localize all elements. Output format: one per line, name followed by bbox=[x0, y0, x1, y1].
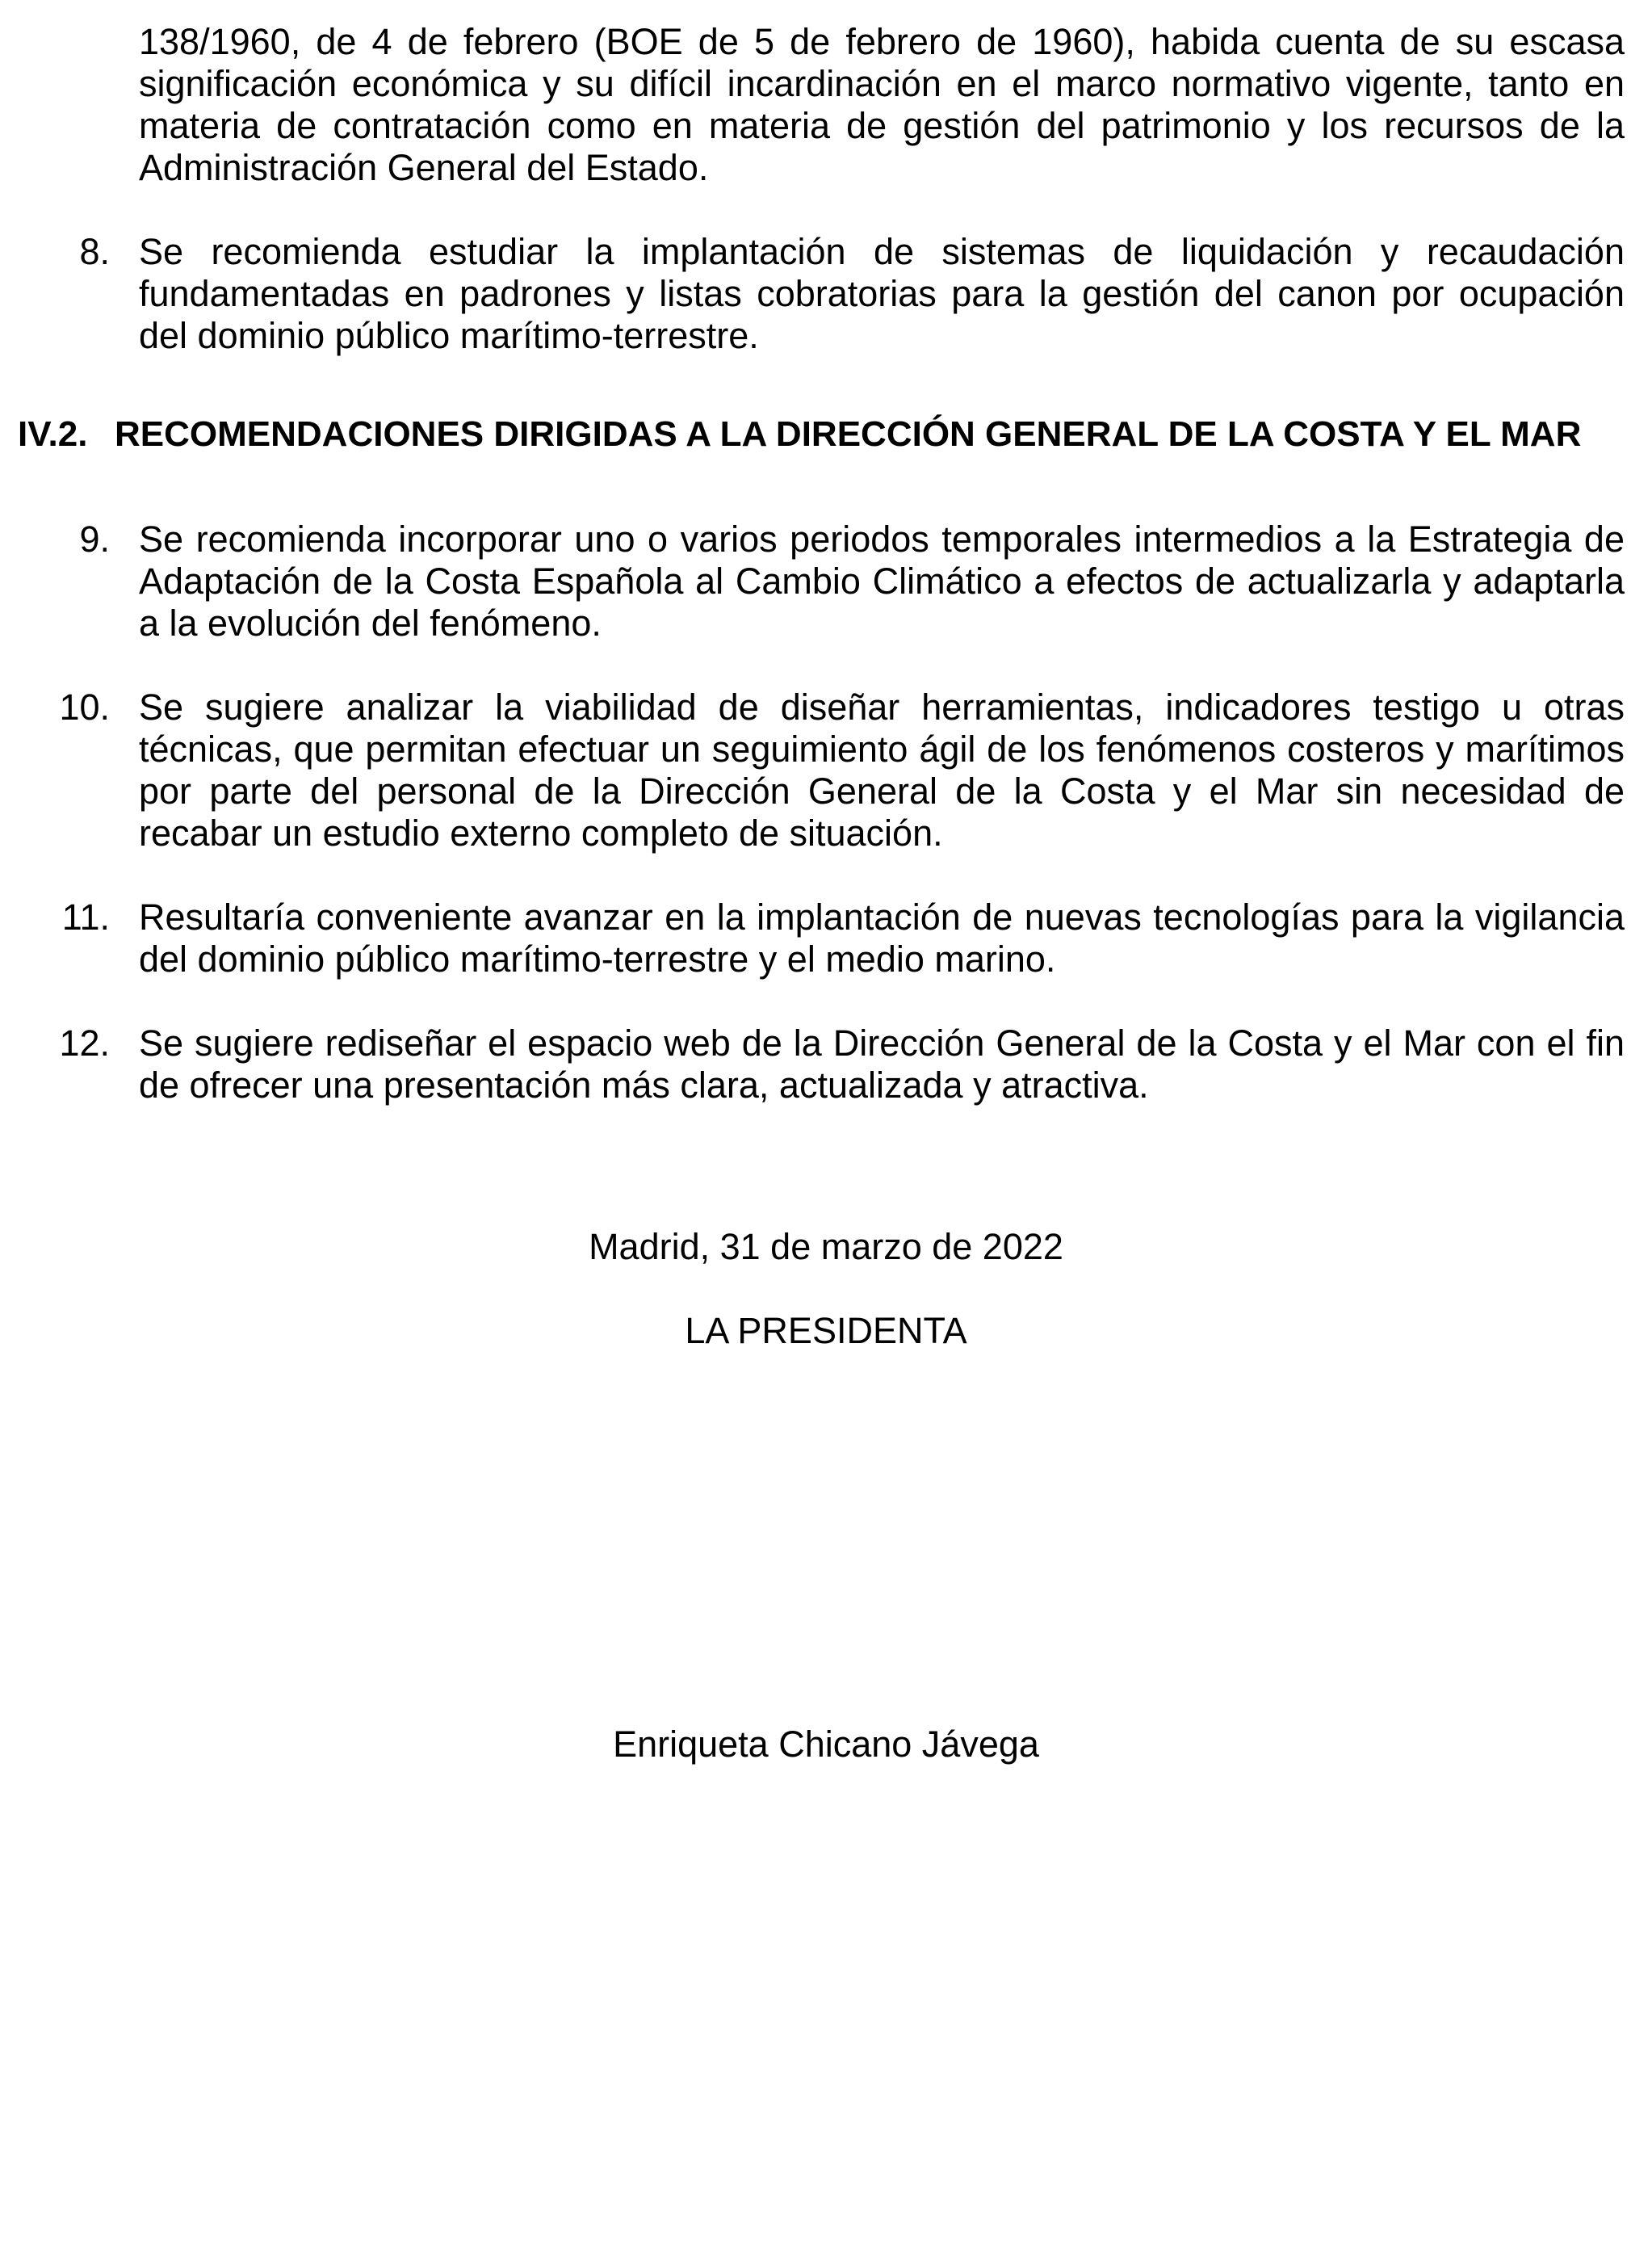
item-text: Se recomienda estudiar la implantación de sistemas de liquidación y recaudación fundamentadas en padrones y listas cobratorias para la gestión del canon por ocupación del dominio público marítimo-terrestre. bbox=[139, 231, 1625, 356]
item-text: Se sugiere analizar la viabilidad de diseñar herramientas, indicadores testigo u otras técnicas, que permitan efectuar un seguimiento ágil de los fenómenos costeros y marítimos por parte del personal de la Dirección General de la Costa y el Mar sin necesidad de recabar un estudio externo completo de situación. bbox=[139, 686, 1625, 854]
item-text: Se recomienda incorporar uno o varios periodos temporales intermedios a la Estrategia de Adaptación de la Costa Española al Cambio Climático a efectos de actualizarla y adaptarla a la evolución del fenómeno. bbox=[139, 519, 1625, 644]
place-date: Madrid, 31 de marzo de 2022 bbox=[589, 1226, 1063, 1267]
item-number: 9. bbox=[79, 519, 110, 560]
section-heading bbox=[18, 414, 1633, 456]
continuation-paragraph: 138/1960, de 4 de febrero (BOE de 5 de febrero de 1960), habida cuenta de su escasa significación económica y su difícil incardinación en el marco normativo vigente, tanto en materia de contratación como en materia de gestión del patrimonio y los recursos de la Administración General del Estado. bbox=[139, 21, 1625, 188]
item-number: 8. bbox=[79, 231, 110, 272]
section-number: IV.2. bbox=[18, 414, 88, 454]
item-text: Resultaría conveniente avanzar en la implantación de nuevas tecnologías para la vigilancia del dominio público marítimo-terrestre y el medio marino. bbox=[139, 896, 1625, 980]
signatory-role: LA PRESIDENTA bbox=[685, 1310, 967, 1351]
section-title: RECOMENDACIONES DIRIGIDAS A LA DIRECCIÓN GENERAL DE LA COSTA Y EL MAR bbox=[115, 414, 1582, 454]
item-number: 10. bbox=[59, 686, 110, 728]
item-number: 12. bbox=[59, 1022, 110, 1064]
item-number: 11. bbox=[61, 896, 110, 938]
signatory-name: Enriqueta Chicano Jávega bbox=[613, 1723, 1039, 1765]
item-text: Se sugiere rediseñar el espacio web de la Dirección General de la Costa y el Mar con el fin de ofrecer una presentación más clara, actualizada y atractiva. bbox=[139, 1022, 1625, 1106]
